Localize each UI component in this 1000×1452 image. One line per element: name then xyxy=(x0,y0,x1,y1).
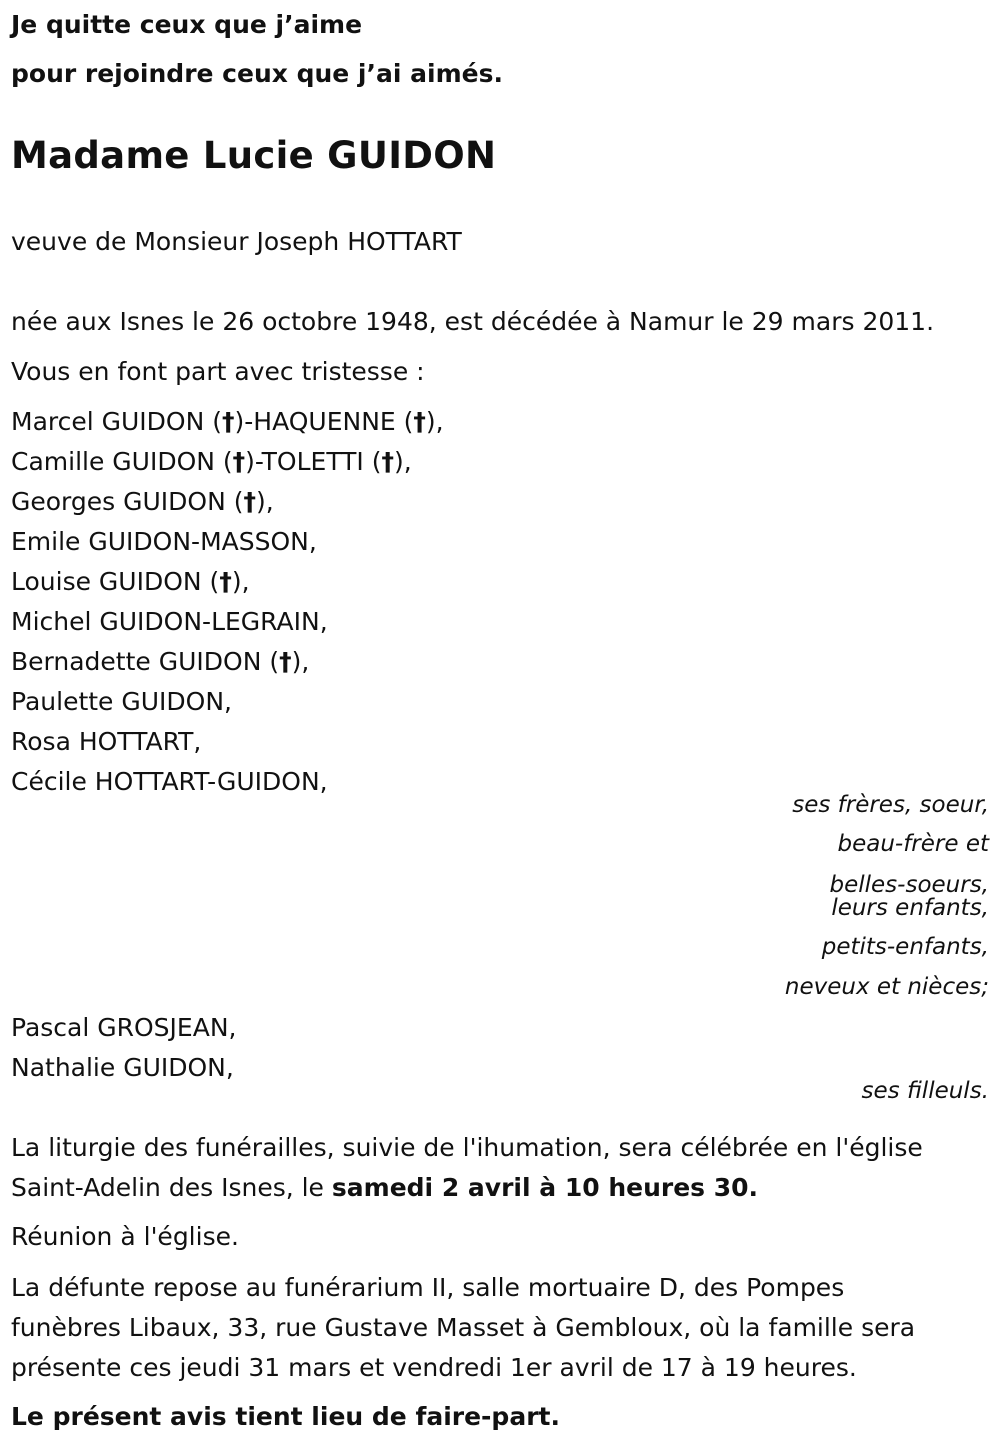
family-member: Bernadette GUIDON (†), xyxy=(11,647,310,676)
godchildren-relation: ses filleuls. xyxy=(861,1078,989,1104)
family-member: Louise GUIDON (†), xyxy=(11,567,250,596)
epigraph-line-1: Je quitte ceux que j’aime xyxy=(11,10,363,39)
widow-of: veuve de Monsieur Joseph HOTTART xyxy=(11,227,462,256)
godchild: Nathalie GUIDON, xyxy=(11,1053,234,1082)
epigraph-line-2: pour rejoindre ceux que j’ai aimés. xyxy=(11,59,503,88)
cross-icon: † xyxy=(219,567,232,596)
birth-death-line: née aux Isnes le 26 octobre 1948, est décédée à Namur le 29 mars 2011. xyxy=(11,307,935,336)
funeral-paragraph: La liturgie des funérailles, suivie de l'ihumation, sera célébrée en l'église Saint-Adelin des Isnes, le samedi 2 avril à 10 heures 30. xyxy=(11,1133,923,1202)
family-member: Cécile HOTTART-GUIDON, xyxy=(11,767,328,796)
relation-line: petits-enfants, xyxy=(821,934,989,960)
cross-icon: † xyxy=(222,407,235,436)
family-member: Michel GUIDON-LEGRAIN, xyxy=(11,607,328,636)
cross-icon: † xyxy=(381,447,394,476)
cross-icon: † xyxy=(279,647,292,676)
relation-line: ses frères, soeur, xyxy=(792,792,989,818)
family-member: Marcel GUIDON (†)-HAQUENNE (†), xyxy=(11,407,444,436)
family-member: Paulette GUIDON, xyxy=(11,687,232,716)
family-list xyxy=(11,402,444,802)
relation-line: leurs enfants, xyxy=(831,895,989,921)
godchildren-list xyxy=(11,1008,236,1088)
family-member: Emile GUIDON-MASSON, xyxy=(11,527,317,556)
meeting-line: Réunion à l'église. xyxy=(11,1222,239,1251)
family-member: Rosa HOTTART, xyxy=(11,727,202,756)
cross-icon: † xyxy=(243,487,256,516)
family-member: Camille GUIDON (†)-TOLETTI (†), xyxy=(11,447,412,476)
relation-line: belles-soeurs, xyxy=(829,872,989,898)
funeral-date-time: samedi 2 avril à 10 heures 30. xyxy=(331,1173,759,1202)
footer-notice: Le présent avis tient lieu de faire-part. xyxy=(11,1402,560,1431)
intro-line: Vous en font part avec tristesse : xyxy=(11,357,425,386)
relation-line: neveux et nièces; xyxy=(784,974,989,1000)
cross-icon: † xyxy=(232,447,246,476)
relation-line: beau-frère et xyxy=(837,831,989,857)
family-member: Georges GUIDON (†), xyxy=(11,487,274,516)
cross-icon: † xyxy=(413,407,426,436)
deceased-name: Madame Lucie GUIDON xyxy=(11,134,497,177)
godchild: Pascal GROSJEAN, xyxy=(11,1013,237,1042)
visitation-paragraph: La défunte repose au funérarium II, salle mortuaire D, des Pompes funèbres Libaux, 33, rue Gustave Masset à Gembloux, où la famille sera présente ces jeudi 31 mars et vendredi 1er avril de 17 à 19 heures. xyxy=(11,1273,916,1382)
